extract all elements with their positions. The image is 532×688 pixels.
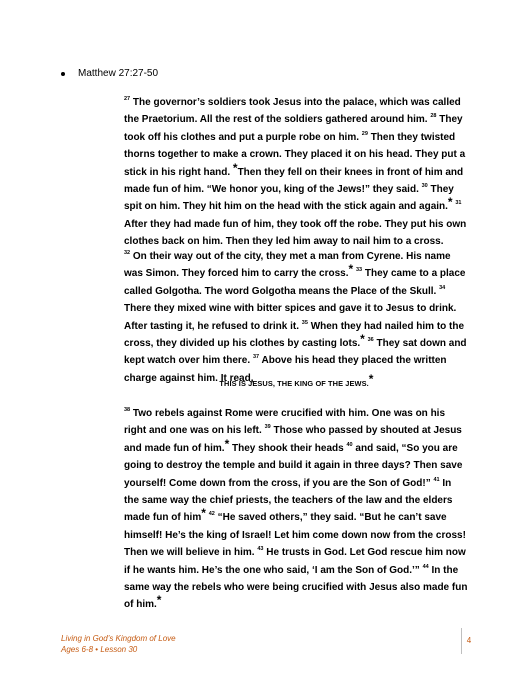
verse-text: They spit on him. They hit him on the head with the stick again and again. <box>124 184 454 213</box>
verse-text: and said, “So you are going to destroy the temple and build it again in three days? Then save yourself! Come down from the cross, if you are the Son of God!” <box>124 442 463 489</box>
charge-text: THIS IS JESUS, THE KING OF THE JEWS. <box>219 379 369 388</box>
footnote-marker: * <box>360 332 365 347</box>
verse-text: They shook their heads <box>232 442 344 454</box>
verse-number: 39 <box>264 424 271 431</box>
footnote-marker: * <box>224 436 230 451</box>
footer-divider <box>461 628 462 654</box>
verse-number: 35 <box>301 319 308 326</box>
verse-text: They came to a place called Golgotha. <box>124 268 466 297</box>
written-charge <box>124 372 469 388</box>
verse-number: 30 <box>421 183 428 190</box>
verse-text: They took off his clothes and put a purple robe on him. <box>124 114 463 143</box>
verse-text: Those who passed by shouted at Jesus and made fun of him. <box>124 425 462 454</box>
paragraph-2 <box>124 248 469 387</box>
verse-number: 40 <box>346 441 353 448</box>
verse-text: He trusts in God. Let God rescue him now if he wants him. He’s the one who said, ‘I am the Son of God.’” <box>124 547 466 576</box>
age-range: Ages 6-8 <box>61 645 94 654</box>
footnote-marker: * <box>232 160 238 175</box>
verse-text: “He saved others,” they said. “But he can’t save himself! He’s the king of Israel! Let him come down now from the cross! Then we will believe in him. <box>124 512 466 559</box>
verse-number: 37 <box>252 354 260 361</box>
curriculum-title: Living in God’s Kingdom of Love <box>61 634 176 643</box>
footnote-marker: * <box>348 262 354 277</box>
verse-number: 41 <box>433 476 440 483</box>
verse-number: 38 <box>124 407 131 413</box>
page-footer <box>61 633 176 655</box>
paragraph-3 <box>124 405 469 614</box>
footnote-marker: * <box>447 195 453 210</box>
separator-bullet: • <box>95 645 99 654</box>
verse-text: After they had made fun of him, they took off the robe. They put his own clothes back on him. Then they led him away to nail him to a cross. <box>124 218 467 248</box>
footnote-marker: * <box>368 372 374 386</box>
lesson-number: Lesson 30 <box>100 645 138 654</box>
verse-number: 28 <box>430 113 437 120</box>
verse-text: Then they twisted thorns together to make a crown. They placed it on his head. They put a stick in his right hand. <box>124 131 466 178</box>
verse-text: There they mixed wine with bitter spices and gave it to Jesus to drink. After tasting it, he refused to drink it. <box>124 303 457 332</box>
verse-text: In the same way the chief priests, the teachers of the law and the elders made fun of him <box>124 477 453 524</box>
reference-text: Matthew 27:27-50 <box>78 68 159 79</box>
verse-text: The governor’s soldiers took Jesus into the palace, which was called the Praetorium. All the rest of the soldiers gathered around him. <box>124 97 461 126</box>
verse-number: 36 <box>367 337 374 344</box>
verse-number: 29 <box>361 130 368 137</box>
verse-text: Above his head they placed the written charge against him. It read, <box>124 355 447 384</box>
verse-text: Two rebels against Rome were crucified with him. One was on his right and one was on his left. <box>124 408 446 437</box>
page-number: 4 <box>466 636 472 645</box>
verse-number: 44 <box>422 563 429 570</box>
verse-number: 42 <box>208 511 215 518</box>
footnote-marker: * <box>156 593 162 608</box>
verse-number: 43 <box>257 546 264 553</box>
verse-text: The word Golgotha means the Place of the Skull. <box>204 285 437 297</box>
verse-text: In the same way the rebels who were being crucified with Jesus also made fun of him. <box>124 564 468 611</box>
paragraph-1 <box>124 94 469 251</box>
footnote-marker: * <box>201 506 206 521</box>
lesson-info <box>61 644 176 655</box>
verse-number: 27 <box>124 96 131 102</box>
verse-number: 31 <box>455 200 462 207</box>
verse-text: Then they fell on their knees in front of him and made fun of him. “We honor you, king of the Jews!” they said. <box>124 166 464 196</box>
bullet-icon <box>61 72 65 76</box>
scripture-reference <box>61 68 158 79</box>
verse-number: 34 <box>439 284 446 291</box>
verse-number: 32 <box>124 250 131 256</box>
verse-text: When they had nailed him to the cross, they divided up his clothes by casting lots. <box>124 320 465 350</box>
verse-number: 33 <box>355 267 363 274</box>
verse-text: On their way out of the city, they met a man from Cyrene. His name was Simon. They forced him to carry the cross. <box>124 251 451 280</box>
verse-text: They sat down and kept watch over him there. <box>124 338 467 367</box>
